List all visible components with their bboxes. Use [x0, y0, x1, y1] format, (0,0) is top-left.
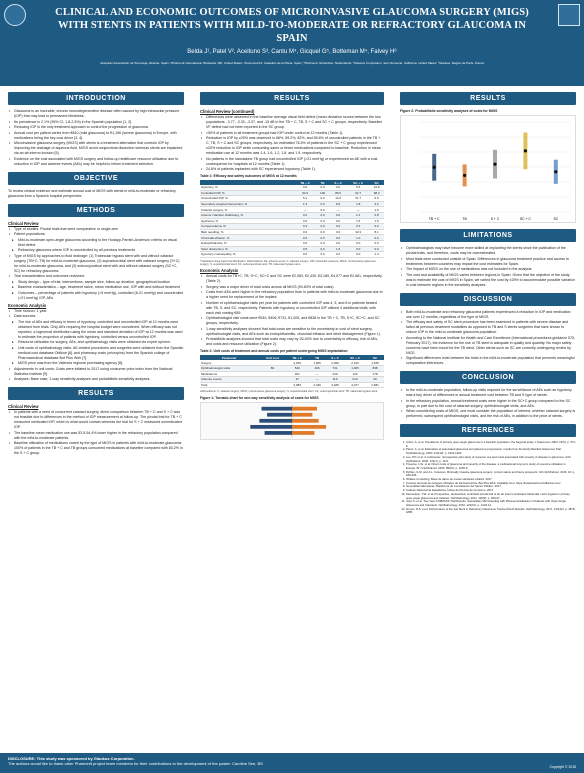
- table-cell: —: [308, 371, 326, 377]
- table-cell: 0.0: [316, 218, 329, 224]
- table-cell: 0.3: [347, 224, 369, 230]
- tornado-bar-high: [292, 412, 312, 416]
- list-item: • Most trials were conducted outside of Spain. Differences in glaucoma treatment practice and access to treatments between countries may impact the cost estimates for Spain.: [400, 257, 576, 267]
- discussion-heading: DISCUSSION: [400, 293, 576, 306]
- table-cell: 0.0: [294, 235, 316, 241]
- table-cell: 1,665: [308, 360, 326, 365]
- table-cell: 0.0: [329, 240, 347, 246]
- table1-caption: Table 1: Efficacy and safety outcomes of MIGS at 12 months: [200, 174, 297, 178]
- table-cell: Ophthalmologist visits: [200, 365, 259, 371]
- table-cell: 178: [366, 371, 384, 377]
- list-item: • Trial characteristics and outcomes reviewed:: [8, 274, 184, 279]
- list-item: ▸ Unit costs of ophthalmology visits, AE-related procedures and surgeries were obtained from the Spanish medical cost database Oblikue [6], and pharmacy costs (micropins) from the Spanish college of Pharmaceutical database Bot Plus Web [7].: [8, 346, 184, 361]
- list-item: ▸ The risk of AEs and efficacy in terms of hypotony, controlled and uncontrolled IOP at 12 months were obtained from trials. Only AEs requiring the hospital budget were considered. When efficacy was not reported, a lognormal distribution using the mean and standard deviation of IOP at 12 months was used to estimate the proportion of patients with hypotony, controlled versus uncontrolled IOP.: [8, 320, 184, 340]
- table-cell: 20: [366, 377, 384, 383]
- table-cell: Cataract surgery, %: [200, 207, 290, 213]
- tornado-bar-low: [259, 418, 292, 422]
- table-cell: 0.0: [329, 252, 347, 258]
- table-cell: 2.1: [347, 212, 369, 218]
- table-cell: 0.0: [329, 185, 347, 190]
- table-header-cell: Unit cost: [259, 355, 287, 360]
- objective-text: To review clinical evidence and estimate annual cost of MIGS with stents in mild-to-moderate or refractory glaucoma from a Spanish hospital perspective.: [8, 188, 176, 198]
- table-cell: 119: [326, 377, 344, 383]
- table-cell: 613: [344, 377, 366, 383]
- results-heading-1: RESULTS: [8, 387, 184, 400]
- table-cell: 0.0: [329, 235, 347, 241]
- list-item: • 1-way sensitivity analyses showed that total costs are sensitive to the uncertainty in cost of stent surgery, ophthalmologist visits, and AEs such as endophthalmitis, choroidal effusion and stent dislodgement (Figure 1).: [200, 327, 384, 337]
- list-item: ▸ Study design – type of trial, interventions, sample size, follow-up duration, geographical location: [8, 280, 184, 285]
- middle-column: [192, 92, 392, 442]
- table-cell: 0.0: [316, 246, 329, 252]
- psa-mean-point: [524, 149, 527, 152]
- table-cell: 0.0: [294, 252, 316, 258]
- table-cell: 2,340: [344, 360, 366, 365]
- table-cell: 2,983: [286, 382, 308, 388]
- table-cell: 3.2: [369, 201, 384, 207]
- table-cell: 8.1: [369, 229, 384, 235]
- table-cell: Stent obstruction, %: [200, 246, 290, 252]
- table-cell: 0.0: [316, 224, 329, 230]
- table-cell: 0.8: [369, 212, 384, 218]
- table-cell: Adverse events: [200, 377, 259, 383]
- table-cell: Total: [200, 382, 259, 388]
- clinical-review-subheading: Clinical Review: [8, 404, 39, 409]
- figure2-caption: Figure 2: Probabilistic sensitivity analyses of costs for MIGS: [400, 109, 498, 113]
- table-cell: 0.0: [369, 246, 384, 252]
- figure1-caption: Figure 1: Tornado chart for one-way sensitivity analysis of costs for MIGS: [200, 395, 319, 400]
- table1-note: *Calculated using lognormal distribution. Abbreviations: AE, adverse event; C, cataract surgery; IOP, intraocular pressure; MIGS, microinvasive glaucoma surgery; S, suprachoroidal stent; SC, subconjunctival stent; TB, trabecular bypass stent.: [200, 259, 376, 267]
- table-row: [200, 252, 384, 258]
- tornado-bar-high: [292, 406, 317, 410]
- sponsor-logo-icon: [558, 4, 580, 26]
- economic-analysis-subheading: Economic Analysis: [200, 268, 239, 274]
- table-cell: 2,045: [286, 360, 308, 365]
- x-tick-label: TB: [462, 217, 467, 221]
- table-cell: Controlled IOP, %: [200, 190, 290, 196]
- table-cell: 2,681: [366, 382, 384, 388]
- table-cell: 1,005: [344, 365, 366, 371]
- table-cell: [259, 382, 287, 388]
- table-header-cell: Parameter: [200, 355, 259, 360]
- conclusion-heading: CONCLUSION: [400, 371, 576, 384]
- reference-item: 6. Oblikue Consulting, Base de datos de costes sanitarios eSalud. 2017.: [406, 478, 576, 482]
- conclusion-body: [392, 388, 584, 419]
- table-cell: Surgery: [200, 360, 259, 365]
- list-item: • In patients with a need of concurrent cataract surgery, direct comparison between TB + C and S + C was not feasible due to differences in the method of IOP measurement at follow-up. The pivotal trial for TB + C measured medicated IOP, which is what would contain whereas the trial for S + C measured unmedicated IOP.: [8, 410, 184, 430]
- introduction-body: [0, 109, 192, 167]
- tornado-bar-low: [262, 406, 292, 410]
- methods-heading: METHODS: [8, 204, 184, 217]
- table-cell: 0.0: [294, 185, 316, 190]
- list-item: • The impact of MIGS on the use of medications was not included in the analysis.: [400, 267, 576, 272]
- psa-mean-point: [433, 166, 436, 169]
- psa-mean-point: [493, 163, 496, 166]
- table-cell: —: [329, 207, 347, 213]
- table-cell: Secondary surgical intervention, %: [200, 201, 290, 207]
- table-cell: 0.0: [316, 185, 329, 190]
- table-cell: 0.3: [294, 224, 316, 230]
- clinical-review-subheading: Clinical Review: [8, 220, 39, 226]
- table-cell: 406: [308, 365, 326, 371]
- list-item: • Both mild-to-moderate and refractory glaucoma patients experienced a reduction in IOP and medication use over 12 months, regardless of the type of MIGS.: [400, 310, 576, 320]
- psa-mean-point: [463, 174, 466, 177]
- list-item: • Microinvasive glaucoma surgery (MIGS) with stents is a treatment alternative that controls IOP by improving the drainage of aqueous fluid. MIGS avoid conjunctival dissection whereas stents are implanted via an ab interno incision [5].: [8, 141, 184, 156]
- list-item: • Patient populations:: [8, 232, 184, 237]
- table-cell: 1.5: [347, 218, 369, 224]
- list-item: • In the refractory population, annual treatment costs were higher in the SC+C group compared to the SC group, in part due to the cost of cataract surgery, ophthalmologist visits, and AEs.: [400, 399, 576, 409]
- table-cell: —: [347, 207, 369, 213]
- list-item: • Adjustments in unit costs: Costs were inflated to 2017 using consumer price index from the National Statistics Institute [9].: [8, 367, 184, 377]
- psa-chart-svg: [401, 116, 577, 224]
- table-cell: 361: [286, 371, 308, 377]
- reference-item: 2. Pérez, A. et al. Estimation of associated glaucoma and glaucoma progression: results from the Early Manifest Glaucoma Trial. Ophthalmology, 2003. 110(10): p. 1923-1932.: [406, 448, 576, 455]
- tornado-bar-low: [250, 425, 292, 429]
- list-item: • Differences were observed in the baseline average visual field defect (mean deviation scores between the two populations: -3.77, -3.30, -3.37, and -15 dB in the TB + C, TB, S + C and SC + C groups, respectively. Baseline VF defect had not been reported in the SC group.: [200, 115, 384, 130]
- table-cell: —: [308, 377, 326, 383]
- tornado-chart-svg: [201, 403, 383, 439]
- table2-note: Abbreviations: C, cataract surgery; MIGS, microinvasive glaucoma surgery; S, suprachoroidal stent; SC, subconjunctival stent; TB, trabecular bypass stent.: [200, 390, 378, 394]
- list-item: • Number of ophthalmologist visits per year for patients with controlled IOP was 4, 5, and 6 in patients treated with TB, S, and SC, respectively. Patients with hypotony or uncontrolled IOP utilized 4 additional visits, with each visit costing €89.: [200, 301, 384, 316]
- efficacy-safety-table: [200, 180, 384, 258]
- economic-analysis-subheading: Economic Analysis: [8, 302, 47, 308]
- table-header-cell: TB + C: [294, 180, 316, 185]
- list-item: • Reduction in IOP by ≥20% was observed in 66%, 59.2%, 82%, and 55.6% of uncontrolled patients in the TB + C, TB, S + C and SC groups, respectively. An estimated 76.5% of patients in the SC + C group experienced ≥20% reduction in IOP while consuming same or fewer medications compared to baseline. Reduction in mean medication use at 12 months was 1.4, 1.6, 1.2, 1.8, and 1.9, respectively.: [200, 136, 384, 156]
- list-item: • According to the National Institute for Health and Care Excellence (International procedures guidance 575, February 2017), the evidence for the use of TB stent is adequate in quality and quantity. No major safety concerns have been found for the TB stent. Other stents such as SC are currently undergoing review by NICE.: [400, 336, 576, 356]
- table-cell: 0.0: [316, 207, 329, 213]
- reference-item: 5. Richter, G.M. and A.L. Coleman, Minimally invasive glaucoma surgery: current status and future prospects. Clin Ophthalmol, 2016. 10: p. 189-206.: [406, 471, 576, 478]
- economic-results-body: [192, 268, 392, 347]
- tornado-bar-low: [267, 412, 292, 416]
- list-item: • Ophthalmologist visit costs were €540, €406, €731, €1,005, and €838 in the TB + C, TB, S+C, SC+C, and SC groups, respectively.: [200, 316, 384, 326]
- table-cell: 24.8: [369, 185, 384, 190]
- table-cell: 0.0: [294, 218, 316, 224]
- table-cell: 86.0: [329, 190, 347, 196]
- table-cell: —: [294, 207, 316, 213]
- introduction-heading: INTRODUCTION: [8, 92, 184, 105]
- reference-item: 1. Antón, A. et al. Prevalence of primary open-angle glaucoma in a Spanish population: the Segovia study. J Glaucoma, 2004. 13(5): p. 371-6.: [406, 441, 576, 448]
- table-cell: 0.0: [329, 224, 347, 230]
- list-item: • 24.8% of patients implanted with SC experienced hypotony (Table 1).: [200, 167, 384, 172]
- table-cell: Bleb needling, %: [200, 229, 290, 235]
- psa-mean-point: [554, 170, 557, 173]
- table-cell: Anterior chamber shallowing, %: [200, 212, 290, 218]
- x-tick-label: SC + C: [519, 217, 531, 221]
- table-cell: 68.3: [369, 190, 384, 196]
- table-cell: Hyphema, %: [200, 218, 290, 224]
- table-cell: 1.3: [294, 201, 316, 207]
- list-item: ▸ Refractory glaucoma where IOP is uncontrolled by all previous treatments: [8, 248, 184, 253]
- table-cell: Hypotony maculopathy, %: [200, 252, 290, 258]
- table-cell: 1.5: [369, 207, 384, 213]
- table-cell: 1.9: [369, 218, 384, 224]
- table-cell: 1.8: [347, 201, 369, 207]
- table-cell: 1.6: [329, 246, 347, 252]
- list-item: • Glaucoma is an incurable, chronic neurodegenerative disease often caused by high intraocular pressure (IOP) that may lead to permanent blindness.: [8, 109, 184, 119]
- table-cell: 0.0: [316, 212, 329, 218]
- list-item: • The baseline mean medication use was 53.5-94.4% lower higher in the refractory population compared with the mild-to-moderate patients.: [8, 431, 184, 441]
- results-heading-3: RESULTS: [400, 92, 576, 105]
- objective-heading: OBJECTIVE: [8, 172, 184, 185]
- list-item: • Type of MIGS by approaches to fluid drainage: (1) Trabecular bypass stent with and without cataract surgery (TB+C, TB) for mild-to-moderate glaucoma, (2) suprachoroidal stent with cataract surgery (S+C) for mild-to-moderate glaucoma, and (3) subconjunctival stent with and without cataract surgery (SC+C, SC) for refractory glaucoma.: [8, 254, 184, 274]
- reference-item: 3. Lee, P.P. et al. A multicenter, retrospective pilot study of resource use and costs associated with severity of disease in glaucoma. Arch Ophthalmol, 2006. 124(1): p. 12-9.: [406, 456, 576, 463]
- table-cell: 0.0: [347, 246, 369, 252]
- table-cell: 0.0: [316, 235, 329, 241]
- table-cell: 0.0: [369, 224, 384, 230]
- table-cell: 3,189: [326, 382, 344, 388]
- poster-title: CLINICAL AND ECONOMIC OUTCOMES OF MICROINVASIVE GLAUCOMA SURGERY (MIGS) WITH STENTS IN PATIENTS WITH MILD-TO-MODERATE OR REFRACTORY GLAUCOMA IN SPAIN: [55, 7, 529, 44]
- table-cell: 1.0: [347, 235, 369, 241]
- clinical-review-continued-subheading: Clinical Review (continued): [200, 109, 255, 114]
- list-item: ▸ Outcomes – percentage of patients with hypotony (<5 mmHg), controlled (6-21 mmHg) and uncontrolled (>21 mmHg) IOP, AEs: [8, 291, 184, 301]
- list-item: • Type of studies: Pivotal trials that were comparative or single-arm: [8, 227, 184, 232]
- list-item: • Data sources:: [8, 314, 184, 319]
- table-header-cell: TB + C: [286, 355, 308, 360]
- tornado-chart: [200, 402, 384, 440]
- x-tick-label: S + C: [490, 217, 500, 221]
- list-item: • No patients in the standalone TB group had uncontrolled IOP (>21 mmHg) or experienced an AE with a cost consequence for hospitals at 12 months (Table 1).: [200, 157, 384, 167]
- list-item: • Surgery was a major driver of total costs across all MIGS (59-83% of total costs).: [200, 285, 384, 290]
- psa-chart: [400, 115, 576, 223]
- tornado-bar-high: [292, 431, 314, 435]
- table-header-cell: TB: [308, 355, 326, 360]
- table-header-cell: S + C: [326, 355, 344, 360]
- table-cell: Choroidal effusion, %: [200, 235, 290, 241]
- table-cell: 62.7: [347, 190, 369, 196]
- table-cell: 14.0: [329, 196, 347, 202]
- list-item: • Its prevalence is 2.1% (95% CI, 1.8-2.5%) in the Spanish population [1, 2].: [8, 120, 184, 125]
- reference-item: 8. Generalitat Valenciana. Plataforma de Contratación del Sector Público. 2017.: [406, 485, 576, 489]
- table-cell: 240: [326, 371, 344, 377]
- tornado-bar-low: [265, 431, 292, 435]
- reference-item: 10. Samuelson, T.W. et al. Prospective, randomized, controlled pivotal trial of an ab interno implanted trabecular micro-bypass in primary open-angle glaucoma and cataract. Ophthalmology, 2011. 118(3): p. 459-67.: [406, 493, 576, 500]
- table-header-cell: TB: [316, 180, 329, 185]
- table-cell: 0.0: [316, 252, 329, 258]
- list-item: • The efficacy and safety of SC stent procedure has been examined in patients with severe disease and failed all previous treatment modalities as opposed to TB and S stents surgeries that have shown to reduce IOP in the mild-to-moderate glaucoma population.: [400, 320, 576, 335]
- x-tick-label: TB + C: [428, 217, 440, 221]
- table-cell: 32.3: [347, 229, 369, 235]
- table-header-cell: SC: [369, 180, 384, 185]
- table-cell: 0.6: [369, 235, 384, 241]
- list-item: • When considering costs of MIGS, one must consider the population of interest, whether cataract surgery is performed, subsequent ophthalmologist visits, and the risk of AEs, in addition to the price of stents.: [400, 409, 576, 419]
- table-cell: 0.0: [294, 240, 316, 246]
- list-item: ▸ Mild-to-moderate open-angle glaucoma according to the Hodapp-Parrish-Anderson criteria on visual field defect: [8, 238, 184, 248]
- table-cell: 5.1: [294, 196, 316, 202]
- list-item: • Annual cost per patient varies from €810 (mild glaucoma) to €1,196 (severe glaucoma) in Europe, with medications being the key cost driver [3, 4].: [8, 131, 184, 141]
- table-cell: Medications: [200, 371, 259, 377]
- table-cell: 0.0: [316, 201, 329, 207]
- table-cell: 0.0: [294, 229, 316, 235]
- table-header-cell: SC + C: [347, 180, 369, 185]
- table-cell: 0.0: [316, 196, 329, 202]
- list-item: • In the mild-to-moderate population, follow-up visits required for the surveillance of AEs such as hypotony was a key driver of differences in annual treatment cost between TB and S type of stents.: [400, 388, 576, 398]
- list-item: ▸ Baseline characteristics – age, treatment naïve, mean medication use, IOP with and without treatment: [8, 285, 184, 290]
- table-cell: 0.0: [329, 218, 347, 224]
- table-cell: 2,439: [308, 382, 326, 388]
- table2-caption: Table 2: Unit costs of treatment and annual costs per patient undergoing MIGS implantation: [200, 349, 348, 354]
- disclosure-text: DISCLOSURE: This study was sponsored by Glaukos Corporation.: [8, 756, 135, 761]
- table-header-cell: SC: [366, 355, 384, 360]
- list-item: • Annual costs for TB+C, TB, S+C, SC+C and SC were €2,983, €2,439, €3,189, €4,077 and €2,681, respectively (Table 2).: [200, 274, 384, 284]
- tornado-bar-high: [292, 425, 326, 429]
- table-row: [200, 382, 384, 388]
- table-cell: 89: [259, 365, 287, 371]
- list-item: • Costs from AEs were higher in the refractory population than in patients with mild-to-moderate glaucoma due to a higher need for replacement of the implant.: [200, 290, 384, 300]
- table-cell: 731: [326, 365, 344, 371]
- authors: Belda J¹, Patel V², Aceituno S³, Cantu M⁴, Gicquel G⁵, Botteman M⁴, Falvey H⁶: [187, 49, 397, 55]
- table-cell: 0.0: [316, 240, 329, 246]
- discussion-body: [392, 310, 584, 367]
- limitations-heading: LIMITATIONS: [400, 229, 576, 242]
- table-cell: 2,099: [326, 360, 344, 365]
- table-cell: 0.0: [329, 229, 347, 235]
- list-item: • Ophthalmologists may have become more skilled at implanting the stents since the publication of the pivotal trials, and therefore, costs may be overestimated.: [400, 246, 576, 256]
- table-cell: 1,645: [366, 360, 384, 365]
- table-cell: 0.0: [369, 240, 384, 246]
- list-item: • >50% of patients in all treatment groups had IOP under control at 12 months (Table 1).: [200, 131, 384, 136]
- results-body-2: [192, 109, 392, 172]
- table-cell: 4,077: [344, 382, 366, 388]
- list-item: • Probabilistic analyses showed that total costs may vary by 25-40% due to uncertainty in efficacy, risk of AEs, and costs and resource utilization (Figure 2).: [200, 337, 384, 347]
- table-cell: 119: [344, 371, 366, 377]
- x-tick-label: SC: [553, 217, 559, 221]
- left-column: [0, 92, 192, 457]
- copyright-text: Copyright © 2018: [549, 765, 576, 769]
- methods-body: [0, 221, 192, 383]
- table-cell: 0.0: [294, 212, 316, 218]
- table-cell: 0.0: [316, 229, 329, 235]
- list-item: ▸ MIGS price was from the Valencia regional purchasing agency [8].: [8, 361, 184, 366]
- results-heading-2: RESULTS: [200, 92, 384, 105]
- table-cell: Uncontrolled IOP, %: [200, 196, 290, 202]
- list-item: • Analyses: Base case, 1-way sensitivity analyses and probabilistic sensitivity analyses.: [8, 377, 184, 382]
- limitations-body: [392, 246, 584, 288]
- list-item: • Significant differences exist between the trials in the mild-to-moderate population that prevents meaningful comparative inferences.: [400, 356, 576, 366]
- list-item: • Baseline utilization of medications varied by the type of MIGS in patients with mild-to-moderate glaucoma: 100% of patients in the TB + C and TB groups consumed medications at baseline compared with 83.2% in the S + C group.: [8, 441, 184, 456]
- reference-item: 12. Grover, D.S. et al. Performance of the Gel Stent in Refractory Glaucoma: Twelve-Month Results. Ophthalmology, 2017. 124(12): p. 1878-1885.: [406, 508, 576, 515]
- table-cell: 31.7: [347, 196, 369, 202]
- table-cell: 1.4: [369, 252, 384, 258]
- acknowledgement-text: The authors would like to thank other Pharmerit project team members for their contributions to the development of the poster: Caroline See, BS: [8, 761, 263, 766]
- tornado-bar-high: [292, 418, 319, 422]
- reference-item: 4. Traverso, C.E. et al. Direct costs of glaucoma and severity of the disease: a multinational long term study of resource utilisation in Europe. Br J Ophthalmol, 2005. 89(10): p. 1245-9.: [406, 463, 576, 470]
- hospital-logo-icon: [4, 4, 26, 26]
- references-heading: REFERENCES: [400, 424, 576, 437]
- unit-costs-table: [200, 355, 384, 388]
- list-item: ▸ Resource utilization for surgery, AEs, and ophthalmology visits were obtained via expert opinion.: [8, 340, 184, 345]
- results-body-1: [0, 404, 192, 456]
- table-cell: Endophthalmitis, %: [200, 240, 290, 246]
- list-item: • Time horizon: 1 year: [8, 309, 184, 314]
- table-cell: 100: [316, 190, 329, 196]
- table-cell: 37: [286, 377, 308, 383]
- table-cell: 0.0: [329, 212, 347, 218]
- table-cell: 0.5: [294, 246, 316, 252]
- poster-header: [0, 0, 584, 86]
- table-cell: 0.0: [347, 252, 369, 258]
- list-item: • Evidence on the cost associated with MIGS surgery and follow-up healthcare resource utilization due to reduction in IOP and adverse events (AEs) may be helpful to inform treatment selection.: [8, 157, 184, 167]
- affiliations: ¹Hospital Universitario de Torrevieja, Alicante, Spain; ²Pharmerit International, Bethesda, MD, United States; ³Outcomes'10, Castellón de la Plana, Spain; ⁴Pharmerit, Rotterdam, Netherlands; ⁵Glaukos Corporation, San Clemente, California, United States; ⁶Glaukos, Région de Paris, France: [99, 61, 485, 65]
- table-cell: 0.0: [347, 240, 369, 246]
- references-list: [392, 441, 584, 515]
- table-cell: 5.6: [347, 185, 369, 190]
- right-column: [392, 92, 584, 515]
- table-cell: 94.9: [294, 190, 316, 196]
- poster-footer: [0, 753, 584, 773]
- table-cell: Corneal edema, %: [200, 224, 290, 230]
- reference-item: 9. Instituto Nacional de Estadística. Índice de Precios de Consumo. 2017.: [406, 489, 576, 493]
- list-item: • The cost and availability of MIGS varies between regions in Spain. Given that the objective of the study was to estimate the cost of MIGS in Spain, we varied the cost by ±25% to accommodate possible variation in cost between regions in the sensitivity analyses.: [400, 273, 576, 288]
- table-header-cell: SC + C: [344, 355, 366, 360]
- list-item: • Reducing IOP is the only treatment approach to control the progression of glaucoma.: [8, 125, 184, 130]
- table-header-cell: S + C: [329, 180, 347, 185]
- table-cell: Hypotony, %: [200, 185, 290, 190]
- reference-item: 7. Consejo General de Colegios Oficiales de Farmacéuticos. Bot Plus Web. Available from: https://botplusweb.portalfarma.com/.: [406, 482, 576, 486]
- table-cell: 6.9: [369, 196, 384, 202]
- reference-item: 11. Vold, S. et al. Two-Year COMPASS Trial Results: Supraciliary Microstenting with Phacoemulsification in Patients with Open-Angle Glaucoma and Cataracts. Ophthalmology, 2016. 123(10): p. 2103-12.: [406, 500, 576, 507]
- table-cell: 838: [366, 365, 384, 371]
- table-cell: 540: [286, 365, 308, 371]
- table-cell: 8.0: [329, 201, 347, 207]
